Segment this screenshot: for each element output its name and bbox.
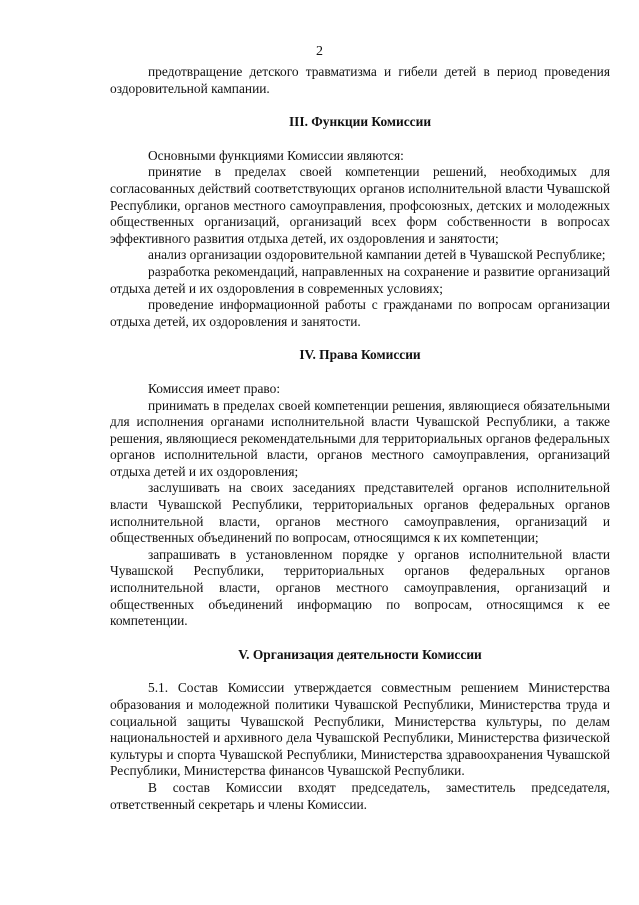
section-3-lead: Основными функциями Комиссии являются: (148, 147, 404, 163)
section-4-item-3: запрашивать в установленном порядке у органов исполнительной власти Чувашской Республики, территориальных органов федеральных органов исполнительной власти, органов местного самоуправления, организаций и общественных объединений информацию по вопросам, относящимся к ее компетенции. (110, 546, 610, 629)
document-body (110, 64, 610, 813)
section-4-item-2: заслушивать на своих заседаниях представителей органов исполнительной власти Чувашской Республики, территориальных органов федеральных органов исполнительной власти, органов местного самоуправления, организаций и общественных объединений по вопросам, относящимся к их компетенции; (110, 480, 610, 546)
section-5-item-1: 5.1. Состав Комиссии утверждается совместным решением Министерства образования и молодежной политики Чувашской Республики, Министерства труда и социальной защиты Чувашской Республики, Министерства культуры, по делам национальностей и архивного дела Чувашской Республики, Министерства физической культуры и спорта Чувашской Республики, Министерства здравоохранения Чувашской Республики, Министерства финансов Чувашской Республики. (110, 680, 610, 779)
intro-continuation: предотвращение детского травматизма и гибели детей в период проведения оздоровительной кампании. (110, 64, 610, 96)
section-5-heading: V. Организация деятельности Комиссии (238, 646, 482, 662)
page-number: 2 (316, 44, 323, 59)
section-5-item-2: В состав Комиссии входят председатель, заместитель председателя, ответственный секретарь и члены Комиссии. (110, 779, 610, 812)
section-3-item-1: принятие в пределах своей компетенции решений, необходимых для согласованных действий соответствующих органов исполнительной власти Чувашской Республики, органов местного самоуправления, профсоюзных, детских и молодежных общественных организаций, организаций всех форм собственности в вопросах эффективного развития отдыха детей, их оздоровления и занятости; (110, 164, 610, 246)
section-4-item-1: принимать в пределах своей компетенции решения, являющиеся обязательными для исполнения органами исполнительной власти Чувашской Республики, а также решения, являющиеся рекомендательными для территориальных органов федеральных органов исполнительной власти, органов местного самоуправления, организаций отдыха детей и их оздоровления; (110, 397, 610, 479)
section-3-item-2: анализ организации оздоровительной кампании детей в Чувашской Республике; (148, 247, 606, 263)
section-3-item-4: проведение информационной работы с гражданами по вопросам организации отдыха детей, их оздоровления и занятости. (110, 297, 610, 329)
section-3-item-3: разработка рекомендаций, направленных на сохранение и развитие организаций отдыха детей и их оздоровления в современных условиях; (110, 263, 610, 296)
section-3-heading: III. Функции Комиссии (288, 114, 432, 130)
section-4-heading: IV. Права Комиссии (299, 347, 421, 363)
section-4-lead: Комиссия имеет право: (148, 380, 281, 396)
